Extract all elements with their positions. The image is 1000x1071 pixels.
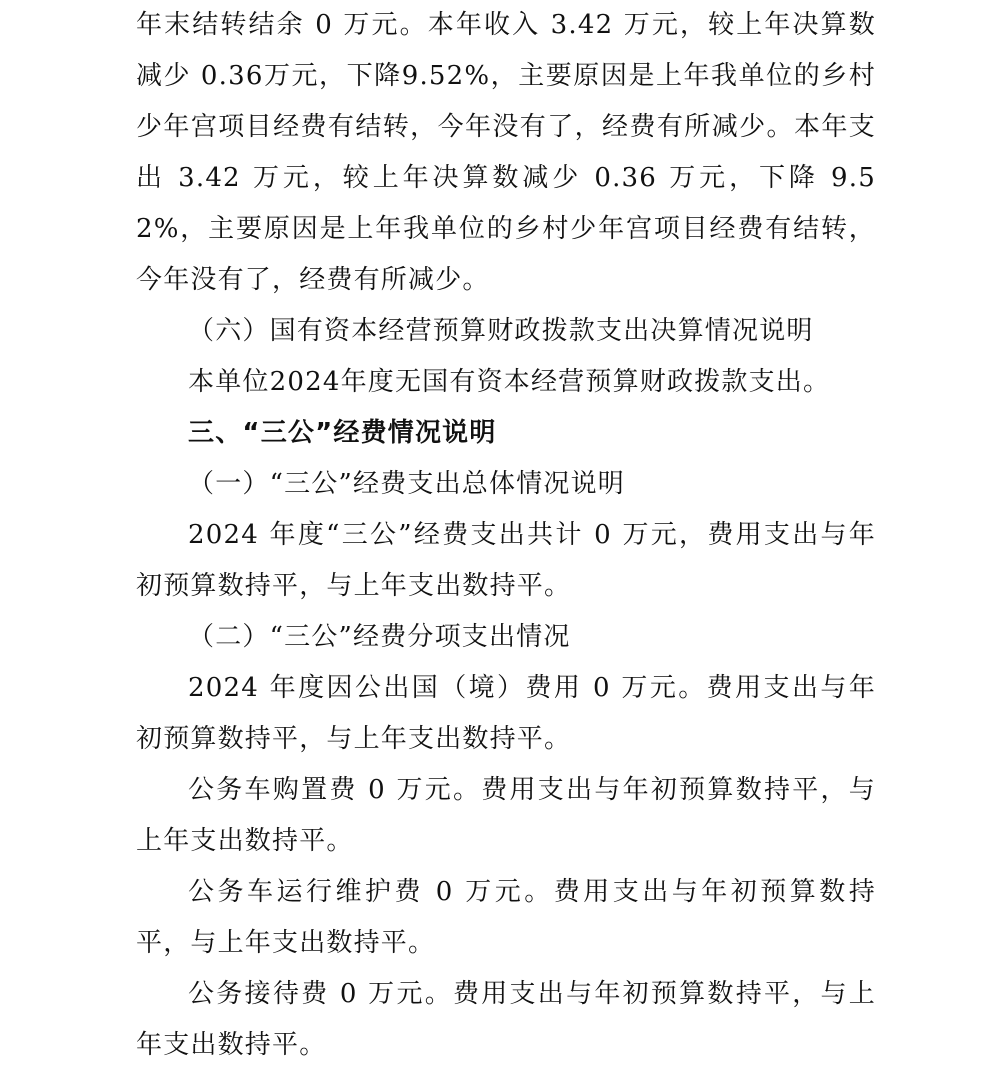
paragraph-overseas-travel: 2024 年度因公出国（境）费用 0 万元。费用支出与年初预算数持平，与上年支出数持平。 [136, 673, 876, 754]
section-heading-three-public: 三、“三公”经费情况说明 [188, 418, 497, 448]
paragraph-vehicle-purchase: 公务车购置费 0 万元。费用支出与年初预算数持平，与上年支出数持平。 [136, 775, 876, 856]
section-heading-state-capital: （六）国有资本经营预算财政拨款支出决算情况说明 [188, 316, 814, 346]
paragraph-vehicle-operation: 公务车运行维护费 0 万元。费用支出与年初预算数持平，与上年支出数持平。 [136, 877, 876, 958]
paragraph-reception: 公务接待费 0 万元。费用支出与年初预算数持平，与上年支出数持平。 [136, 979, 876, 1060]
paragraph-state-capital: 本单位2024年度无国有资本经营预算财政拨款支出。 [188, 367, 831, 397]
paragraph-balance-summary: 年末结转结余 0 万元。本年收入 3.42 万元，较上年决算数减少 0.36万元，下降9.52%，主要原因是上年我单位的乡村少年宫项目经费有结转，今年没有了，经费有所减少。本年支出 3.42 万元，较上年决算数减少 0.36 万元，下降 9.52%，主要原因是上年我单位的乡村少年宫项目经费有结转，今年没有了，经费有所减少。 [136, 10, 876, 295]
document-page [136, 0, 876, 1071]
subsection-heading-overall: （一）“三公”经费支出总体情况说明 [188, 469, 625, 499]
paragraph-overall: 2024 年度“三公”经费支出共计 0 万元，费用支出与年初预算数持平，与上年支出数持平。 [136, 520, 876, 601]
subsection-heading-itemized: （二）“三公”经费分项支出情况 [188, 622, 571, 652]
